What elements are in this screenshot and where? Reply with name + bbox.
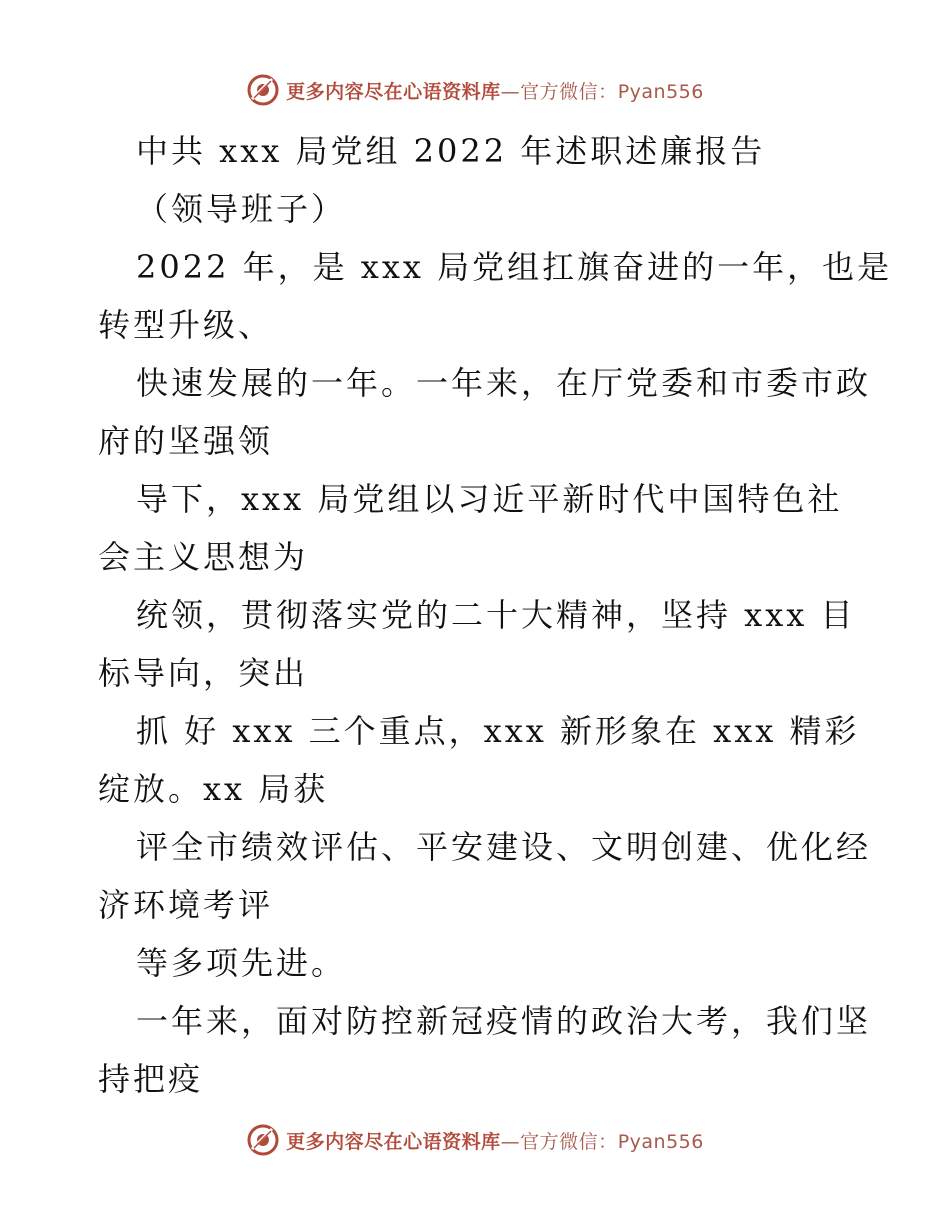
paragraph-line: 会主义思想为 bbox=[98, 538, 309, 576]
paragraph-line: 抓 好 xxx 三个重点，xxx 新形象在 xxx 精彩 bbox=[136, 712, 860, 750]
document-title: 中共 xxx 局党组 2022 年述职述廉报告 bbox=[136, 132, 766, 170]
paragraph-line: 一年来，面对防控新冠疫情的政治大考，我们坚 bbox=[136, 1002, 872, 1040]
paragraph-line: 标导向，突出 bbox=[98, 654, 309, 692]
paragraph-line: 转型升级、 bbox=[98, 306, 274, 344]
paragraph-line: 评全市绩效评估、平安建设、文明创建、优化经 bbox=[136, 828, 872, 866]
paragraph-line: 等多项先进。 bbox=[136, 944, 347, 982]
paragraph-line: 快速发展的一年。一年来，在厅党委和市委市政 bbox=[136, 364, 872, 402]
paragraph-line: 府的坚强领 bbox=[98, 422, 274, 460]
paragraph-line: 济环境考评 bbox=[98, 886, 274, 924]
brand-logo-icon bbox=[246, 1123, 280, 1157]
paragraph-line: 持把疫 bbox=[98, 1060, 204, 1098]
watermark-banner-top bbox=[0, 70, 950, 110]
watermark-text: 更多内容尽在心语资料库—官方微信：Pyan556 bbox=[286, 1130, 704, 1153]
paragraph-line: 2022 年，是 xxx 局党组扛旗奋进的一年，也是 bbox=[136, 248, 893, 286]
watermark-banner-bottom bbox=[0, 1120, 950, 1160]
brand-logo-icon bbox=[246, 73, 280, 107]
watermark-text: 更多内容尽在心语资料库—官方微信：Pyan556 bbox=[286, 80, 704, 103]
document-body bbox=[98, 122, 893, 1108]
document-subtitle: （领导班子） bbox=[136, 190, 347, 228]
paragraph-line: 导下，xxx 局党组以习近平新时代中国特色社 bbox=[136, 480, 843, 518]
paragraph-line: 绽放。xx 局获 bbox=[98, 770, 329, 808]
paragraph-line: 统领，贯彻落实党的二十大精神，坚持 xxx 目 bbox=[136, 596, 856, 634]
